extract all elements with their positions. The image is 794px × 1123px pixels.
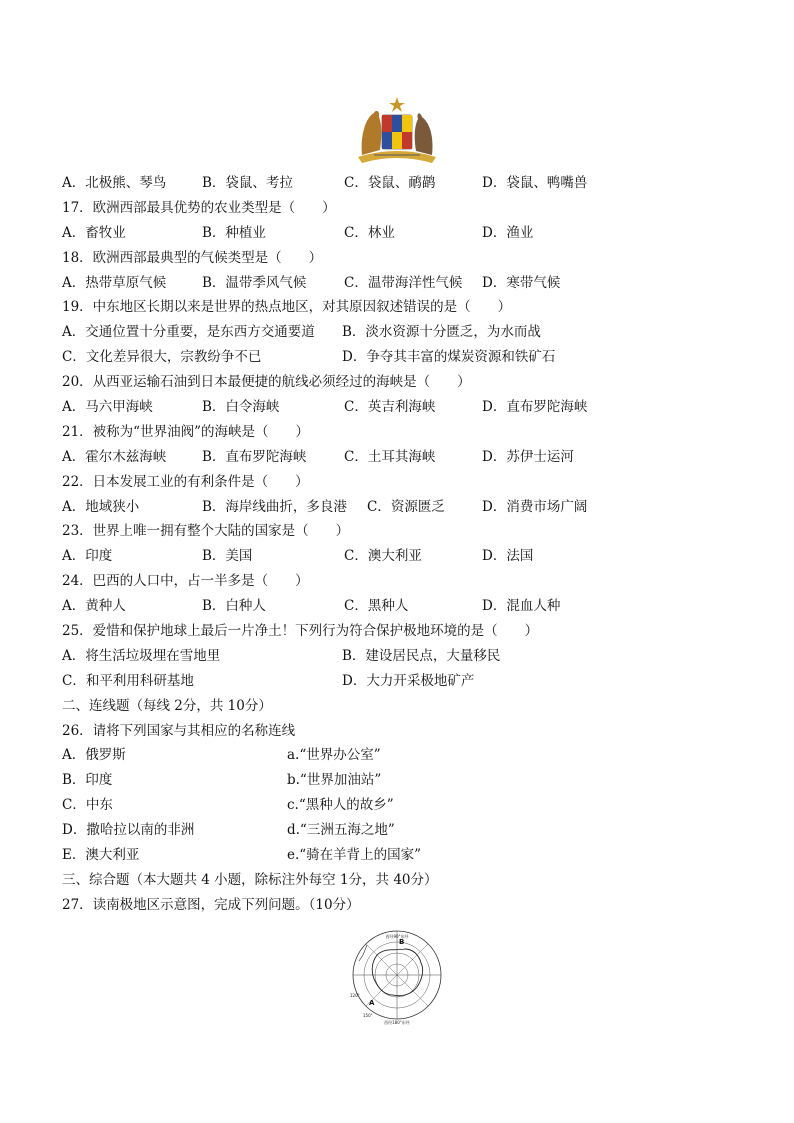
- q18-option-c[interactable]: C．温带海洋性气候: [344, 274, 463, 291]
- q18-stem: 18．欧洲西部最典型的气候类型是（ ）: [62, 249, 323, 266]
- q26-left-item: B．印度: [62, 772, 113, 789]
- q24-option-a[interactable]: A．黄种人: [62, 598, 126, 615]
- q18-option-a[interactable]: A．热带草原气候: [62, 274, 167, 291]
- q24-options: [62, 594, 742, 619]
- q22-stem: 22．日本发展工业的有利条件是（ ）: [62, 473, 309, 490]
- q26-left-item: C．中东: [62, 797, 113, 814]
- australia-coat-of-arms-icon: [352, 95, 442, 165]
- q22-option-a[interactable]: A．地域狭小: [62, 498, 140, 515]
- q26-pair: [62, 793, 742, 818]
- q27-stem: 27．读南极地区示意图，完成下列问题。（10分）: [62, 896, 360, 913]
- q25-option-a[interactable]: A．将生活垃圾埋在雪地里: [62, 647, 221, 664]
- q19-option-d[interactable]: D．争夺其丰富的煤炭资源和铁矿石: [342, 349, 556, 366]
- map-bottom-label: 西经180°东经: [384, 1020, 410, 1025]
- q26-pair: [62, 768, 742, 793]
- q19-options-row2: [62, 345, 742, 370]
- q22-options: [62, 495, 742, 520]
- q18-options: [62, 271, 742, 296]
- q21-option-b[interactable]: B．直布罗陀海峡: [202, 448, 307, 465]
- q21-option-d[interactable]: D．苏伊士运河: [482, 448, 574, 465]
- q21-stem: 21．被称为“世界油阀”的海峡是（ ）: [62, 423, 309, 440]
- q16-options: [62, 171, 742, 196]
- q26-left-item: E．澳大利亚: [62, 847, 140, 864]
- q16-option-a[interactable]: A．北极熊、琴鸟: [62, 175, 167, 191]
- q26-left-item: D．撒哈拉以南的非洲: [62, 822, 195, 839]
- antarctic-map-figure: [347, 925, 447, 1025]
- q23-option-b[interactable]: B．美国: [202, 548, 253, 565]
- q18-option-b[interactable]: B．温带季风气候: [202, 274, 307, 291]
- q25-option-d[interactable]: D．大力开采极地矿产: [342, 672, 475, 689]
- map-label-b: B: [399, 938, 405, 946]
- q24-stem: 24．巴西的人口中，占一半多是（ ）: [62, 573, 309, 590]
- q19-stem: 19．中东地区长期以来是世界的热点地区，对其原因叙述错误的是（ ）: [62, 299, 512, 316]
- q26-stem: 26．请将下列国家与其相应的名称连线: [62, 722, 296, 739]
- q21-option-c[interactable]: C．土耳其海峡: [344, 448, 436, 465]
- q22-option-c[interactable]: C．资源匮乏: [367, 498, 445, 515]
- q17-stem: 17．欧洲西部最具优势的农业类型是（ ）: [62, 199, 336, 216]
- q24-option-b[interactable]: B．白种人: [202, 598, 266, 615]
- q19-option-a[interactable]: A．交通位置十分重要，是东西方交通要道: [62, 324, 315, 341]
- section3-title: 三、综合题（本大题共 4 小题，除标注外每空 1分，共 40分）: [62, 871, 438, 888]
- q26-right-item: c.“黑种人的故乡”: [287, 797, 394, 814]
- q26-left-item: A．俄罗斯: [62, 747, 126, 764]
- q19-option-b[interactable]: B．淡水资源十分匮乏，为水而战: [342, 324, 541, 341]
- q23-option-a[interactable]: A．印度: [62, 548, 113, 565]
- section2-title: 二、连线题（每线 2分，共 10分）: [62, 697, 272, 714]
- q26-right-item: b.“世界加油站”: [287, 772, 382, 789]
- q26-right-item: d.“三洲五海之地”: [287, 822, 395, 839]
- q23-option-c[interactable]: C．澳大利亚: [344, 548, 422, 565]
- q18-option-d[interactable]: D．寒带气候: [482, 274, 561, 291]
- q25-option-c[interactable]: C．和平利用科研基地: [62, 672, 194, 689]
- map-top-label: 西经90°东经: [385, 934, 409, 939]
- q21-options: [62, 445, 742, 470]
- q17-options: [62, 221, 742, 246]
- map-label-120: 120°: [350, 993, 360, 998]
- map-label-150: 150°: [363, 1013, 373, 1018]
- q19-option-c[interactable]: C．文化差异很大，宗教纷争不已: [62, 349, 262, 366]
- q17-option-d[interactable]: D．渔业: [482, 224, 534, 241]
- q20-stem: 20．从西亚运输石油到日本最便捷的航线必须经过的海峡是（ ）: [62, 374, 471, 391]
- q20-option-a[interactable]: A．马六甲海峡: [62, 399, 153, 416]
- q20-option-b[interactable]: B．白令海峡: [202, 399, 280, 416]
- q20-option-c[interactable]: C．英吉利海峡: [344, 399, 436, 416]
- q17-option-c[interactable]: C．林业: [344, 224, 395, 241]
- q16-option-c[interactable]: C．袋鼠、鸸鹋: [344, 175, 436, 191]
- q26-right-item: e.“骑在羊背上的国家”: [287, 847, 422, 864]
- q26-right-item: a.“世界办公室”: [287, 747, 381, 764]
- q24-option-c[interactable]: C．黑种人: [344, 598, 409, 615]
- q17-option-b[interactable]: B．种植业: [202, 224, 266, 241]
- q16-option-d[interactable]: D．袋鼠、鸭嘴兽: [482, 175, 588, 191]
- q16-option-b[interactable]: B．袋鼠、考拉: [202, 175, 293, 191]
- q22-option-d[interactable]: D．消费市场广阔: [482, 498, 588, 515]
- q17-option-a[interactable]: A．畜牧业: [62, 224, 126, 241]
- q25-options-row2: [62, 669, 742, 694]
- q25-stem: 25．爱惜和保护地球上最后一片净土！下列行为符合保护极地环境的是（ ）: [62, 623, 539, 640]
- question-list: [62, 171, 742, 918]
- q20-options: [62, 395, 742, 420]
- q25-options-row1: [62, 644, 742, 669]
- q23-stem: 23．世界上唯一拥有整个大陆的国家是（ ）: [62, 523, 350, 540]
- q24-option-d[interactable]: D．混血人种: [482, 598, 561, 615]
- q22-option-b[interactable]: B．海岸线曲折，多良港: [202, 498, 347, 515]
- q23-option-d[interactable]: D．法国: [482, 548, 534, 565]
- q25-option-b[interactable]: B．建设居民点，大量移民: [342, 647, 501, 664]
- q26-pair: [62, 743, 742, 768]
- q19-options-row1: [62, 320, 742, 345]
- q20-option-d[interactable]: D．直布罗陀海峡: [482, 399, 588, 416]
- map-label-a: A: [369, 999, 375, 1007]
- q21-option-a[interactable]: A．霍尔木兹海峡: [62, 448, 167, 465]
- q26-pair: [62, 843, 742, 868]
- q26-pair: [62, 818, 742, 843]
- q23-options: [62, 544, 742, 569]
